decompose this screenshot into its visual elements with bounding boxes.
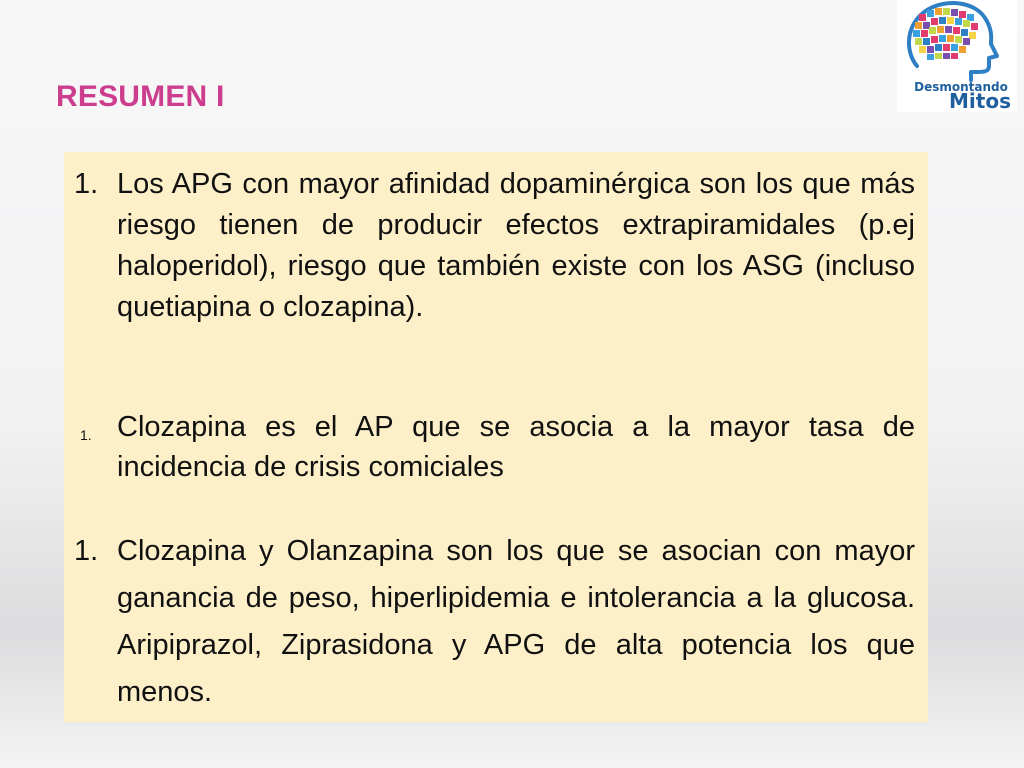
slide-title: RESUMEN I bbox=[56, 80, 225, 113]
list-item-text: Los APG con mayor afinidad dopaminérgica son los que más riesgo tienen de producir efectos extrapiramidales (p.ej haloperidol), riesgo que también existe con los ASG (incluso quetiapina o clozapina). bbox=[117, 168, 915, 323]
list-item-number: 1. bbox=[80, 427, 92, 443]
summary-box bbox=[64, 152, 928, 722]
list-item-number: 1. bbox=[74, 168, 99, 200]
list-item-text: Clozapina es el AP que se asocia a la mayor tasa de incidencia de crisis comiciales bbox=[117, 411, 915, 483]
logo-text-mitos: Mitos bbox=[949, 89, 1011, 113]
logo-text-desmontando: Desmontando bbox=[914, 80, 1008, 94]
list-item-text: Clozapina y Olanzapina son los que se asocian con mayor ganancia de peso, hiperlipidemia e intolerancia a la glucosa. Aripiprazol, Ziprasidona y APG de alta potencia los que menos. bbox=[117, 535, 915, 708]
desmontando-mitos-logo bbox=[897, 0, 1017, 112]
list-item-number: 1. bbox=[74, 535, 99, 567]
